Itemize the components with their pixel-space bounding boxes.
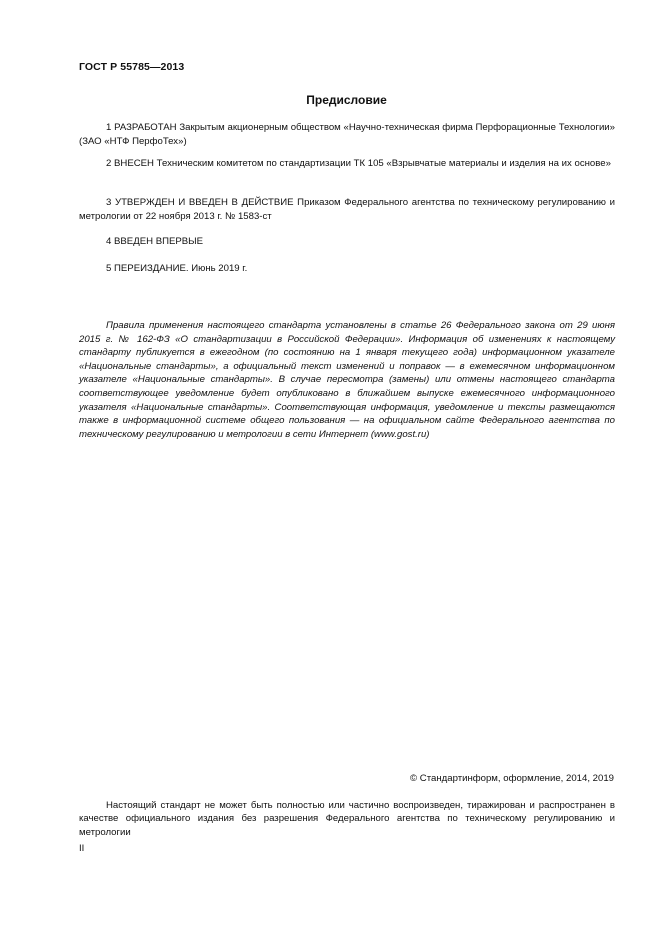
- foreword-item-developed: 1 РАЗРАБОТАН Закрытым акционерным обществом «Научно-техническая фирма Перфорационные Технологии» (ЗАО «НТФ ПерфоТех»): [79, 122, 615, 148]
- application-rules-notice: Правила применения настоящего стандарта установлены в статье 26 Федерального закона от 29 июня 2015 г. № 162-ФЗ «О стандартизации в Российской Федерации». Информация об изменениях к настоящему стандарту публикуется в ежегодном (по состоянию на 1 января текущего года) информационном указателе «Национальные стандарты», а официальный текст изменений и поправок — в ежемесячном информационном указателе «Национальные стандарты». В случае пересмотра (замены) или отмены настоящего стандарта соответствующее уведомление будет опубликовано в ближайшем выпуске ежемесячного информационного указателя «Национальные стандарты». Соответствующая информация, уведомление и тексты размещаются также в информационной системе общего пользования — на официальном сайте Федерального агентства по техническому регулированию и метрологии в сети Интернет (www.gost.ru): [79, 320, 615, 440]
- section-title: Предисловие: [306, 93, 387, 107]
- page-number: II: [79, 843, 85, 854]
- reproduction-notice: Настоящий стандарт не может быть полностью или частично воспроизведен, тиражирован и распространен в качестве официального издания без разрешения Федерального агентства по техническому регулированию и метрологии: [79, 800, 615, 838]
- document-code: ГОСТ Р 55785—2013: [79, 61, 185, 73]
- foreword-item-reissue: 5 ПЕРЕИЗДАНИЕ. Июнь 2019 г.: [106, 263, 248, 274]
- foreword-item-approved: 3 УТВЕРЖДЕН И ВВЕДЕН В ДЕЙСТВИЕ Приказом Федерального агентства по техническому регулированию и метрологии от 22 ноября 2013 г. № 1583-ст: [79, 197, 615, 223]
- foreword-item-first-introduced: 4 ВВЕДЕН ВПЕРВЫЕ: [106, 236, 204, 247]
- foreword-item-submitted: 2 ВНЕСЕН Техническим комитетом по стандартизации ТК 105 «Взрывчатые материалы и изделия на их основе»: [106, 158, 611, 169]
- copyright-line: © Стандартинформ, оформление, 2014, 2019: [410, 773, 614, 784]
